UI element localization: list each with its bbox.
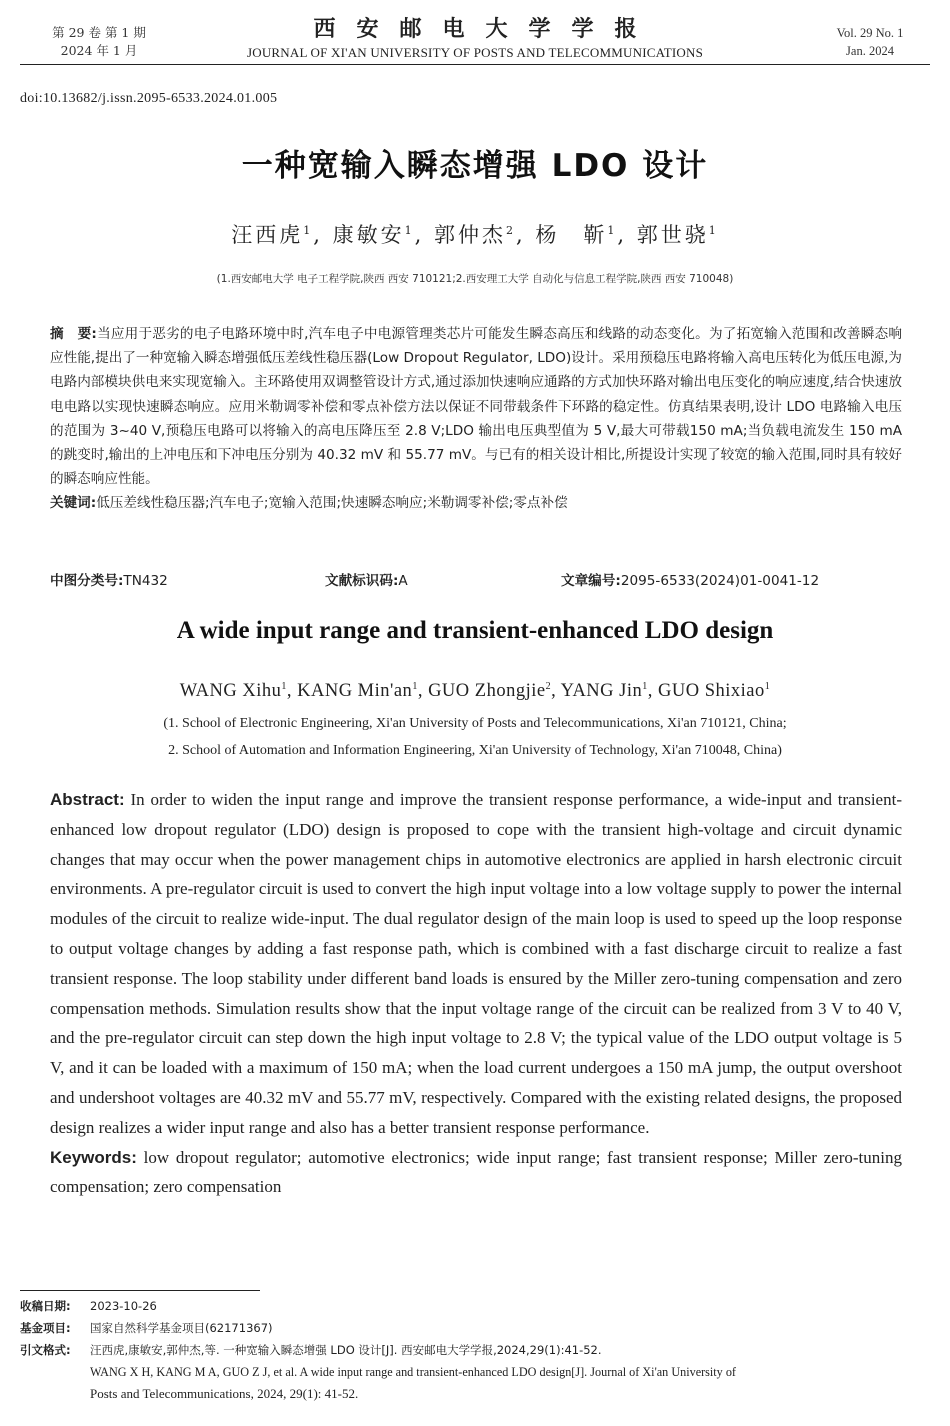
affiliation-en-2: 2. School of Automation and Information Engineering, Xi'an University of Technology, Xi'an 710048, China): [168, 743, 782, 758]
document-code-label: 文献标识码:: [325, 573, 399, 589]
separator: ,: [414, 223, 425, 247]
author-list-cn: [0, 219, 950, 249]
article-number-label: 文章编号:: [561, 573, 621, 589]
journal-name-en: JOURNAL OF XI'AN UNIVERSITY OF POSTS AND TELECOMMUNICATIONS: [246, 45, 704, 60]
received-label: 收稿日期:: [20, 1299, 71, 1313]
affiliation-mark: 1: [404, 224, 415, 237]
affiliation-mark: 1: [642, 681, 648, 692]
keywords-text-en: low dropout regulator; automotive electronics; wide input range; fast transient response; Miller zero-tuning compensation; zero compensation: [50, 1147, 903, 1197]
date-cn: 2024 年 1 月: [60, 43, 138, 58]
abstract-text-cn: 当应用于恶劣的电子电路环境中时,汽车电子中电源管理类芯片可能发生瞬态高压和线路的动态变化。为了拓宽输入范围和改善瞬态响应性能,提出了一种宽输入瞬态增强低压差线性稳压器(Low Dropout Regulator, LDO)设计。采用预稳压电路将输入高电压转化为低压电源,为电路内部模块供电来实现宽输入。主环路使用双调整管设计方式,通过添加快速响应通路的方式加快环路对输出电压变化的响应速度,结合快速放电电路以实现快速瞬态响应。应用米勒调零补偿和零点补偿方法以保证不同带载条件下环路的稳定性。仿真结果表明,设计 LDO 电路输入电压的范围为 3~40 V,预稳压电路可以将输入的高电压降压至 2.8 V;LDO 输出电压典型值为 5 V,最大可带载150 mA;当负载电流发生 150 mA 的跳变时,输出的上冲电压和下冲电压分别为 40.32 mV 和 55.77 mV。与已有的相关设计相比,所提设计实现了较宽的输入范围,同时具有较好的瞬态响应性能。: [50, 326, 902, 488]
author-en: GUO Shixiao: [658, 681, 765, 702]
abstract-en: [50, 785, 902, 1202]
affiliation-mark: 1: [708, 224, 719, 237]
cite-cn: 汪西虎,康敏安,郭仲杰,等. 一种宽输入瞬态增强 LDO 设计[J]. 西安邮电大学学报,2024,29(1):41-52.: [90, 1343, 602, 1357]
header-rule: [20, 64, 930, 65]
received-value: 2023-10-26: [90, 1299, 157, 1313]
author-en: WANG Xihu: [179, 681, 282, 702]
separator: ,: [617, 223, 628, 247]
paper-title-en: A wide input range and transient-enhanced LDO design: [176, 617, 774, 644]
separator: ,: [647, 681, 658, 702]
abstract-label-en: Abstract:: [50, 790, 125, 809]
issue-info: [34, 24, 164, 60]
author-cn: 郭仲杰: [434, 223, 506, 247]
paper-title-cn: 一种宽输入瞬态增强 LDO 设计: [241, 148, 709, 184]
affiliation-mark: 1: [412, 681, 418, 692]
author-cn: 康敏安: [332, 223, 405, 247]
separator: ,: [313, 223, 323, 247]
volume-issue-cn: 第 29 卷 第 1 期: [52, 25, 146, 40]
affiliation-en-1: (1. School of Electronic Engineering, Xi'an University of Posts and Telecommunications, Xi'an 710121, China;: [163, 716, 787, 731]
author-en: KANG Min'an: [297, 681, 413, 702]
keywords-label-en: Keywords:: [50, 1147, 137, 1167]
separator: ,: [286, 681, 298, 702]
document-code: [325, 569, 408, 589]
separator: ,: [551, 681, 561, 702]
citation-format: [20, 1339, 930, 1361]
author-cn: 郭世骁: [636, 223, 709, 247]
journal-masthead: [180, 16, 770, 62]
clc-value: TN432: [123, 573, 168, 589]
keywords-label-cn: 关键词:: [50, 495, 97, 512]
affiliation-mark: 2: [545, 681, 552, 692]
doi[interactable]: doi:10.13682/j.issn.2095-6533.2024.01.005: [20, 91, 278, 106]
author-cn: 汪西虎: [231, 223, 304, 247]
author-cn: 杨 靳: [535, 223, 608, 247]
cite-label: 引文格式:: [20, 1343, 71, 1357]
footnotes: [20, 1295, 930, 1405]
affiliation-mark: 1: [764, 681, 771, 692]
footnote-rule: [20, 1290, 260, 1291]
clc-label: 中图分类号:: [50, 573, 124, 589]
abstract-text-en: In order to widen the input range and improve the transient response performance, a wide-input and transient-enhanced low dropout regulator (LDO) design is proposed to cope with the transient high-voltage and circuit dynamic changes that may occur when the power management chips in automotive electronics are applied in harsh electronic circuit environments. A pre-regulator circuit is used to convert the high input voltage into a low voltage supply to power the internal modules of the circuit to realize wide-input. The dual regulator design of the main loop is used to speed up the loop response to output voltage changes by adding a fast response path, which is combined with a fast discharge circuit to realize a fast transient response. The loop stability under different band loads is ensured by the Miller zero-tuning compensation and zero compensation methods. Simulation results show that the input voltage range of the circuit can be realized from 3 V to 40 V, and the pre-regulator circuit can step down the high input voltage to 2.8 V; the typical value of the LDO output voltage is 5 V, and it can be loaded with a maximum of 150 mA; when the load current undergoes a 150 mA jump, the output overshoot and undershoot voltages are 40.32 mV and 55.77 mV, respectively. Compared with the existing related designs, the proposed design realizes a wider input range and also has a better transient response performance.: [50, 790, 902, 1137]
author-list-en: [0, 681, 950, 702]
fund-label: 基金项目:: [20, 1321, 71, 1335]
abstract-cn: [50, 322, 902, 516]
journal-name-cn: 西安邮电大学学报: [313, 17, 658, 42]
fund-project: [20, 1317, 930, 1339]
issue-info-en: [815, 24, 925, 60]
cite-en-line-1: WANG X H, KANG M A, GUO Z J, et al. A wide input range and transient-enhanced LDO design[J]. Journal of Xi'an University of: [90, 1365, 736, 1379]
keywords-text-cn: 低压差线性稳压器;汽车电子;宽输入范围;快速瞬态响应;米勒调零补偿;零点补偿: [96, 495, 568, 512]
abstract-label-cn: 摘 要:: [50, 326, 97, 342]
keywords-en: [50, 1143, 902, 1203]
author-en: GUO Zhongjie: [428, 681, 546, 702]
author-en: YANG Jin: [560, 681, 643, 702]
separator: ,: [516, 223, 526, 247]
separator: ,: [417, 681, 429, 702]
affiliation-mark: 2: [506, 224, 516, 237]
volume-issue-en: Vol. 29 No. 1: [836, 26, 904, 40]
article-number: [561, 569, 819, 589]
date-en: Jan. 2024: [846, 44, 894, 58]
affiliations-cn: (1.西安邮电大学 电子工程学院,陕西 西安 710121;2.西安理工大学 自动化与信息工程学院,陕西 西安 710048): [216, 273, 734, 285]
keywords-cn: [50, 491, 902, 515]
document-code-value: A: [398, 573, 408, 589]
article-number-value: 2095-6533(2024)01-0041-12: [620, 573, 820, 589]
received-date: [20, 1295, 930, 1317]
fund-value: 国家自然科学基金项目(62171367): [90, 1321, 273, 1335]
affiliation-mark: 1: [607, 224, 618, 237]
affiliation-mark: 1: [303, 224, 314, 237]
clc-number: [50, 569, 168, 589]
affiliation-mark: 1: [281, 681, 287, 692]
cite-en-line-2: Posts and Telecommunications, 2024, 29(1): 41-52.: [90, 1386, 359, 1401]
